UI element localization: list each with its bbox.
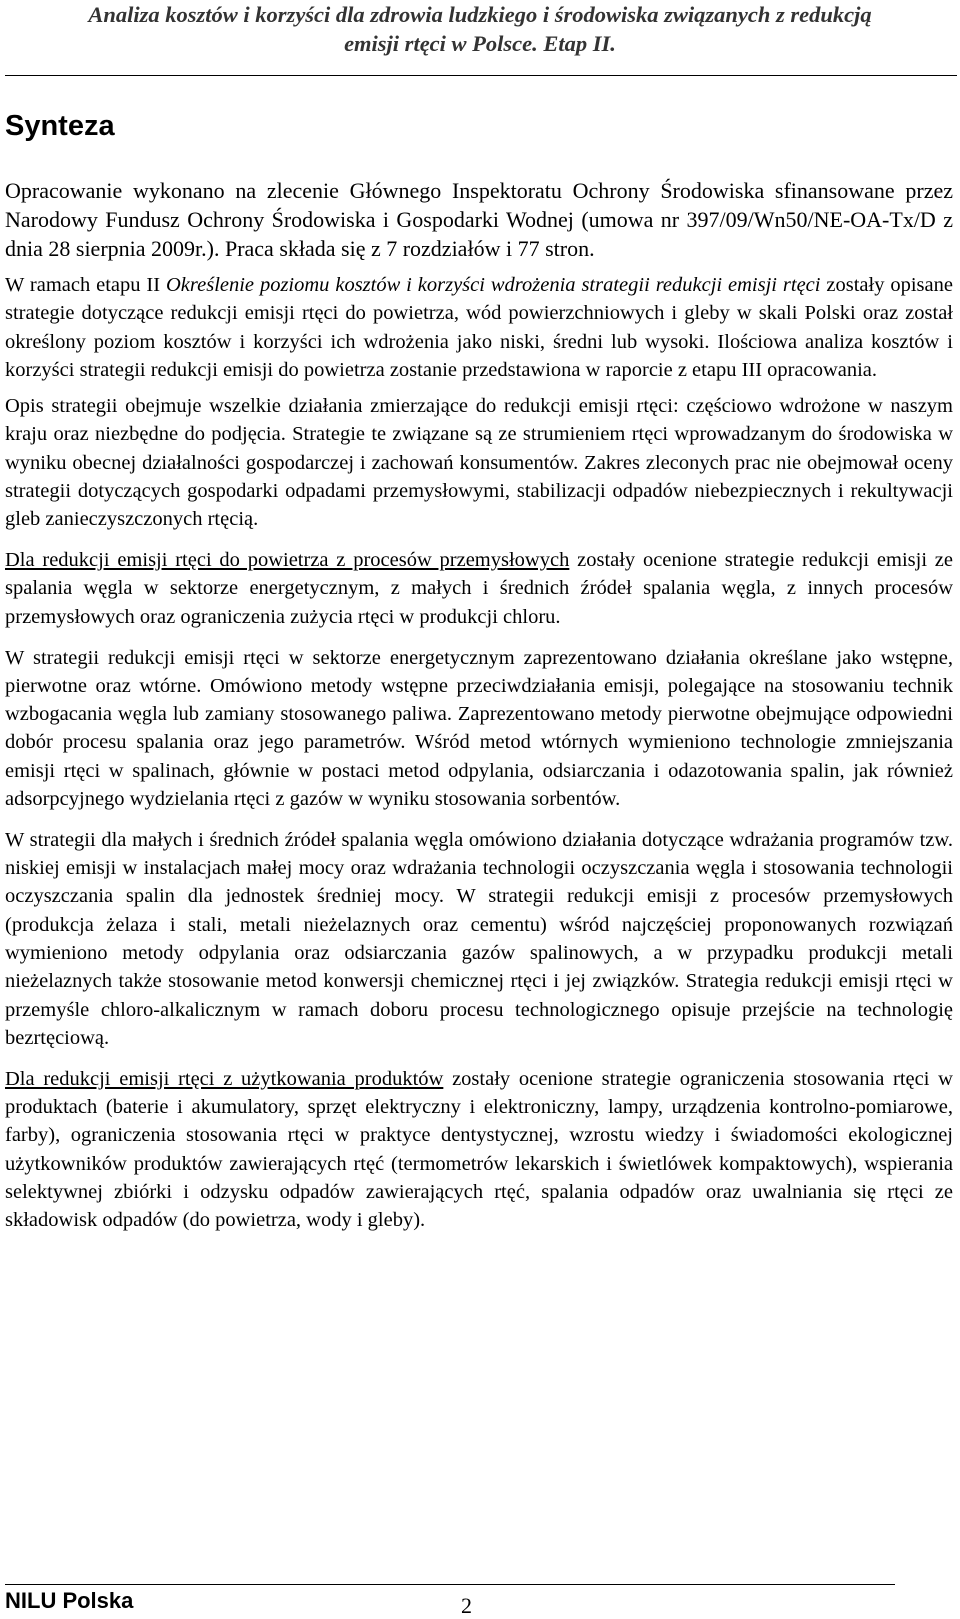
page-number: 2	[461, 1593, 472, 1618]
paragraph-products	[5, 1065, 953, 1235]
section-title: Synteza	[5, 110, 115, 142]
running-header	[8, 0, 952, 58]
intro-paragraph: Opracowanie wykonano na zlecenie Głównego Inspektoratu Ochrony Środowiska sfinansowane przez Narodowy Fundusz Ochrony Środowiska i Gospodarki Wodnej (umowa nr 397/09/Wn50/NE-OA-Tx/D z dnia 28 sierpnia 2009r.). Praca składa się z 7 rozdziałów i 77 stron.	[5, 178, 953, 261]
air-emissions-heading: Dla redukcji emisji rtęci do powietrza z procesów przemysłowych	[5, 549, 570, 572]
products-text: zostały ocenione strategie ograniczenia stosowania rtęci w produktach (baterie i akumulatory, sprzęt elektryczny i elektroniczny, lampy, urządzenia kontrolno-pomiarowe, farby), ograniczenia stosowania rtęci w praktyce dentystycznej, wzrostu wiedzy i świadomości ekologicznej użytkowników produktów zawierających rtęć (termometrów lekarskich i świetlówek kompaktowych), wspierania selektywnej zbiórki i odzysku odpadów zawierających rtęć, spalania odpadów oraz uwalniania się rtęci ze składowisk odpadów (do powietrza, wody i gleby).	[5, 1067, 953, 1232]
products-heading: Dla redukcji emisji rtęci z użytkowania produktów	[5, 1067, 444, 1090]
footer-rule	[5, 1584, 895, 1585]
paragraph-small-sources: W strategii dla małych i średnich źródeł spalania węgla omówiono działania dotyczące wdrażania programów tzw. niskiej emisji w instalacjach małej mocy oraz wdrażania technologii oczyszczania węgla i stosowania technologii oczyszczania spalin dla jednostek średniej mocy. W strategii redukcji emisji z procesów przemysłowych (produkcja żelaza i stali, metali nieżelaznych oraz cementu) wśród najczęściej proponowanych rozwiązań wymieniono metody odpylania oraz odsiarczania gazów spalinowych, a w przypadku produkcji metali nieżelaznych także stosowanie metod konwersji chemicznej rtęci i jej związków. Strategia redukcji emisji rtęci w przemyśle chloro-alkalicznym w ramach doboru procesu technologicznego opisuje przejście na technologię bezrtęciową.	[5, 828, 953, 1049]
paragraph-strategy-scope: Opis strategii obejmuje wszelkie działania zmierzające do redukcji emisji rtęci: częściowo wdrożone w naszym kraju oraz niezbędne do podjęcia. Strategie te związane są ze strumieniem rtęci wprowadzanym do środowiska w wyniku obecnej działalności gospodarczej i zachowań konsumentów. Zakres zleconych prac nie obejmował oceny strategii dotyczących gospodarki odpadami przemysłowymi, stabilizacji odpadów niebezpiecznych i rekultywacji gleb zanieczyszczonych rtęcią.	[5, 395, 953, 531]
paragraph-stage-two-rest: zostały opisane strategie dotyczące redukcji emisji rtęci do powietrza, wód powierzchniowych i gleby w skali Polski oraz został określony poziom kosztów i korzyści ich wdrożenia jako niski, średni lub wysoki. Ilościowa analiza kosztów i korzyści strategii redukcji emisji do powietrza zostanie przedstawiona w raporcie z etapu III opracowania.	[5, 274, 953, 381]
stage-title-italic: Określenie poziomu kosztów i korzyści wdrożenia strategii redukcji emisji rtęci	[166, 274, 821, 296]
header-line-2: emisji rtęci w Polsce. Etap II.	[344, 31, 616, 56]
air-emissions-text: zostały ocenione strategie redukcji emisji ze spalania węgla w sektorze energetycznym, z małych i średnich źródeł spalania węgla, z innych procesów przemysłowych oraz ograniczenia zużycia rtęci w produkcji chloru.	[5, 549, 953, 628]
paragraph-stage-two-start: W ramach etapu II	[5, 274, 166, 296]
paragraph-stage-two	[5, 271, 953, 384]
body-text	[5, 176, 953, 1247]
paragraph-air-emissions	[5, 546, 953, 631]
paragraph-energy-sector: W strategii redukcji emisji rtęci w sektorze energetycznym zaprezentowano działania określane jako wstępne, pierwotne oraz wtórne. Omówiono metody wstępne przeciwdziałania emisji, polegające na stosowaniu technik wzbogacania węgla lub zamiany stosowanego paliwa. Zaprezentowano metody pierwotne obejmujące odpowiedni dobór procesu spalania oraz jego parametrów. Wśród metod wtórnych wymieniono technologie zmniejszania emisji rtęci w spalinach, głównie w postaci metod odpylania, odsiarczania i odazotowania spalin, jak również adsorpcyjnego wydzielania rtęci z gazów w wyniku stosowania sorbentów.	[5, 646, 953, 811]
header-line-1: Analiza kosztów i korzyści dla zdrowia ludzkiego i środowiska związanych z redukcją	[88, 2, 872, 27]
header-rule	[5, 75, 957, 76]
footer-organization: NILU Polska	[5, 1588, 134, 1613]
